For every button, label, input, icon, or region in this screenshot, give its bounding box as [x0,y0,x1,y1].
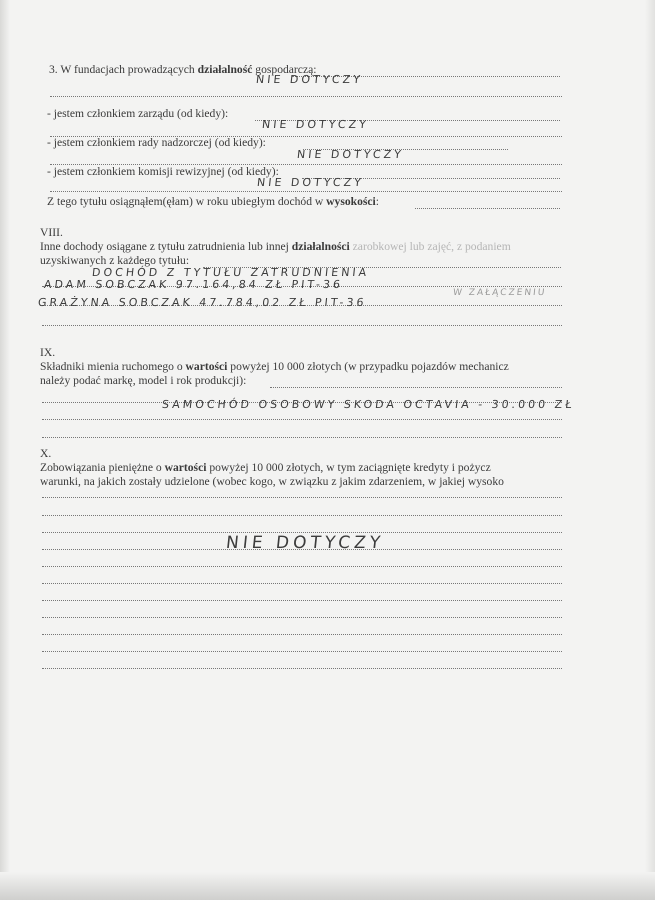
section-ix-line2: należy podać markę, model i rok produkcji): [40,374,247,387]
fill-line [42,600,562,601]
fill-line [42,325,562,326]
section-viii-number: VIII. [40,226,63,239]
fill-line [42,515,562,516]
section-x-line1 [40,461,491,475]
heading-bold: działalność [197,63,253,76]
income-bold: wysokości [326,195,376,208]
fill-line [42,566,562,567]
scan-shadow-right [645,0,655,900]
handwritten-audit: NIE DOTYCZY [256,176,365,189]
fill-line [42,668,562,669]
section-ix-number: IX. [40,346,56,359]
fill-line [42,617,562,618]
board-member-label: - jestem członkiem zarządu (od kiedy): [47,107,229,120]
line-text-end: zarobkowej lub zajęć, z podaniem [349,240,511,253]
line-bold: wartości [164,461,207,474]
section-x-number: X. [40,447,52,460]
handwritten-income-adam: ADAM SOBCZAK 97.164,84 ZŁ PIT-36 [43,278,344,291]
audit-committee-label: - jestem członkiem komisji rewizyjnej (od kiedy): [47,165,279,178]
fill-line [42,583,562,584]
heading-text: 3. W fundacjach prowadzących [49,63,198,76]
handwritten-supervisory: NIE DOTYCZY [296,148,405,161]
fill-line [50,191,562,192]
supervisory-board-label: - jestem członkiem rady nadzorczej (od kiedy): [47,136,266,149]
handwritten-income-title: DOCHÓD Z TYTUŁU ZATRUDNIENIA [91,266,370,279]
line-bold: działalności [291,240,350,253]
line-text: Zobowiązania pieniężne o [40,461,165,474]
line-text: Składniki mienia ruchomego o [40,360,186,373]
line-text: Inne dochody osiągane z tytułu zatrudnienia lub innej [40,240,292,253]
handwritten-fundacje: NIE DOTYCZY [255,73,364,86]
section-ix-line1 [40,360,509,374]
line-bold: wartości [185,360,228,373]
fill-line [42,497,562,498]
line-text-end: powyżej 10 000 złotych (w przypadku pojazdów mechanicz [227,360,509,373]
scan-shadow-bottom [0,872,655,900]
section-viii-line1 [40,240,511,254]
heading-text-end: gospodarczą: [252,63,317,76]
fill-line [42,419,562,420]
handwritten-liabilities: NIE DOTYCZY [224,533,386,553]
line-text-end: powyżej 10 000 złotych, w tym zaciągnięte kredyty i pożycz [206,461,491,474]
income-line [47,195,379,209]
income-text: Z tego tytułu osiągnąłem(ęłam) w roku ubiegłym dochód w [47,195,327,208]
fill-line [415,208,560,209]
fill-line [42,634,562,635]
fill-line [270,387,562,388]
handwritten-vehicle: SAMOCHÓD OSOBOWY SKODA OCTAVIA - 30.000 ZŁ [161,398,576,411]
handwritten-income-grazyna: GRAŻYNA SOBCZAK 47.784,02 ZŁ PIT-36 [37,296,368,309]
section-x-line2: warunki, na jakich zostały udzielone (wobec kogo, w związku z jakim zdarzeniem, w jakiej wysoko [40,475,504,488]
fill-line [42,651,562,652]
income-colon: : [375,195,379,208]
section-viii-line2: uzyskiwanych z każdego tytułu: [40,254,190,267]
fill-line [42,437,562,438]
handwritten-board: NIE DOTYCZY [261,118,370,131]
scan-shadow-left [0,0,10,900]
fill-line [50,96,562,97]
fill-line [42,549,562,550]
handwritten-attached-note: W ZAŁĄCZENIU [452,288,547,298]
